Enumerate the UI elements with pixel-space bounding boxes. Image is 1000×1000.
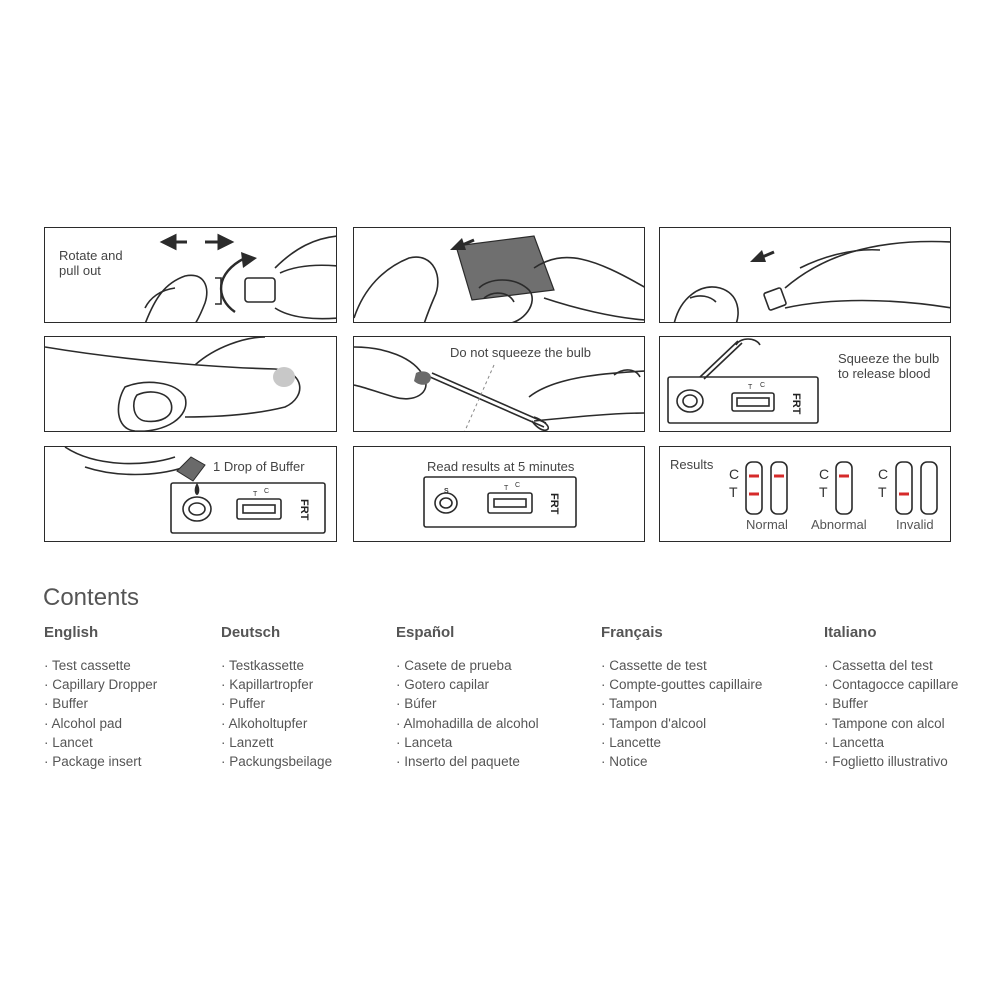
abnormal-label-c: C (819, 466, 830, 482)
list-item: · Almohadilla de alcohol (396, 714, 596, 733)
normal-label-t: T (729, 484, 738, 500)
list-item: · Foglietto illustrativo (824, 752, 994, 771)
contents-column-francais (601, 624, 801, 771)
cassette-label-t: T (748, 384, 753, 391)
list-item: · Lanceta (396, 733, 596, 752)
list-item: · Cassette de test (601, 656, 801, 675)
alcohol-pad-illustration (354, 228, 645, 323)
step-2-panel (353, 227, 645, 323)
step-3-panel (659, 227, 951, 323)
step-7-label: 1 Drop of Buffer (213, 459, 305, 474)
step-6-label-line1: Squeeze the bulb (838, 351, 940, 366)
normal-strip-1 (746, 462, 762, 514)
list-item: · Tampon d'alcool (601, 714, 801, 733)
column-heading: Deutsch (221, 624, 281, 641)
list-item: · Alkoholtupfer (221, 714, 421, 733)
list-item: · Casete de prueba (396, 656, 596, 675)
cassette-label-s: S (444, 488, 449, 495)
contents-column-espanol (396, 624, 596, 771)
list-item: · Capillary Dropper (44, 675, 244, 694)
step-1-panel (44, 227, 337, 323)
cassette-label-t-3: T (504, 485, 509, 492)
step-1-label (59, 248, 123, 278)
invalid-strip-1 (896, 462, 912, 514)
contents-column-deutsch (221, 624, 421, 771)
list-item: · Package insert (44, 752, 244, 771)
step-6-label (838, 351, 939, 381)
list-item: · Puffer (221, 694, 421, 713)
list-item: · Alcohol pad (44, 714, 244, 733)
contents-title: Contents (43, 584, 140, 611)
invalid-label-c: C (878, 466, 889, 482)
column-heading: Italiano (824, 624, 877, 641)
list-item: · Lancette (601, 733, 801, 752)
list-item: · Testkassette (221, 656, 421, 675)
step-6-panel (659, 336, 951, 432)
list-item: · Tampon (601, 694, 801, 713)
cassette-brand: FRT (790, 393, 802, 415)
list-item: · Notice (601, 752, 801, 771)
result-normal-label: Normal (746, 517, 788, 532)
invalid-strip-2 (921, 462, 937, 514)
results-diagram (660, 447, 951, 542)
cassette-label-c-2: C (264, 488, 270, 495)
abnormal-label-t: T (819, 484, 828, 500)
column-heading: Français (601, 624, 663, 641)
list-item: · Lanzett (221, 733, 421, 752)
list-item: · Packungsbeilage (221, 752, 421, 771)
list-item: · Test cassette (44, 656, 244, 675)
step-5-label: Do not squeeze the bulb (450, 345, 591, 360)
contents-column-italiano (824, 624, 994, 771)
contents-list (44, 656, 244, 771)
list-item: · Contagocce capillare (824, 675, 994, 694)
step-1-label-line2: pull out (59, 263, 101, 278)
results-label: Results (670, 457, 714, 472)
column-heading: English (44, 624, 99, 641)
cassette-brand-3: FRT (548, 493, 560, 515)
abnormal-strip (836, 462, 852, 514)
list-item: · Buffer (824, 694, 994, 713)
step-7-panel (44, 446, 337, 542)
contents-list (396, 656, 596, 771)
cassette-label-c-3: C (515, 482, 521, 489)
step-1-label-line1: Rotate and (59, 248, 123, 263)
list-item: · Kapillartropfer (221, 675, 421, 694)
cassette-label-c: C (760, 382, 766, 389)
step-4-panel (44, 336, 337, 432)
step-5-panel (353, 336, 645, 432)
contents-column-english (44, 624, 244, 771)
invalid-label-t: T (878, 484, 887, 500)
press-lancet-illustration (660, 228, 951, 323)
cassette-brand-2: FRT (298, 499, 310, 521)
cassette-label-t-2: T (253, 491, 258, 498)
finger-blood-drop-illustration (45, 337, 337, 432)
contents-list (221, 656, 421, 771)
list-item: · Lancet (44, 733, 244, 752)
list-item: · Compte-gouttes capillaire (601, 675, 801, 694)
contents-list (601, 656, 801, 771)
contents-list (824, 656, 994, 771)
step-8-panel (353, 446, 645, 542)
list-item: · Cassetta del test (824, 656, 994, 675)
step-6-label-line2: to release blood (838, 366, 931, 381)
list-item: · Gotero capilar (396, 675, 596, 694)
result-invalid-label: Invalid (896, 517, 934, 532)
step-8-label: Read results at 5 minutes (427, 459, 575, 474)
list-item: · Buffer (44, 694, 244, 713)
normal-label-c: C (729, 466, 740, 482)
column-heading: Español (396, 624, 455, 641)
list-item: · Tampone con alcol (824, 714, 994, 733)
list-item: · Inserto del paquete (396, 752, 596, 771)
result-abnormal-label: Abnormal (811, 517, 867, 532)
results-panel (659, 446, 951, 542)
normal-strip-2 (771, 462, 787, 514)
list-item: · Búfer (396, 694, 596, 713)
list-item: · Lancetta (824, 733, 994, 752)
